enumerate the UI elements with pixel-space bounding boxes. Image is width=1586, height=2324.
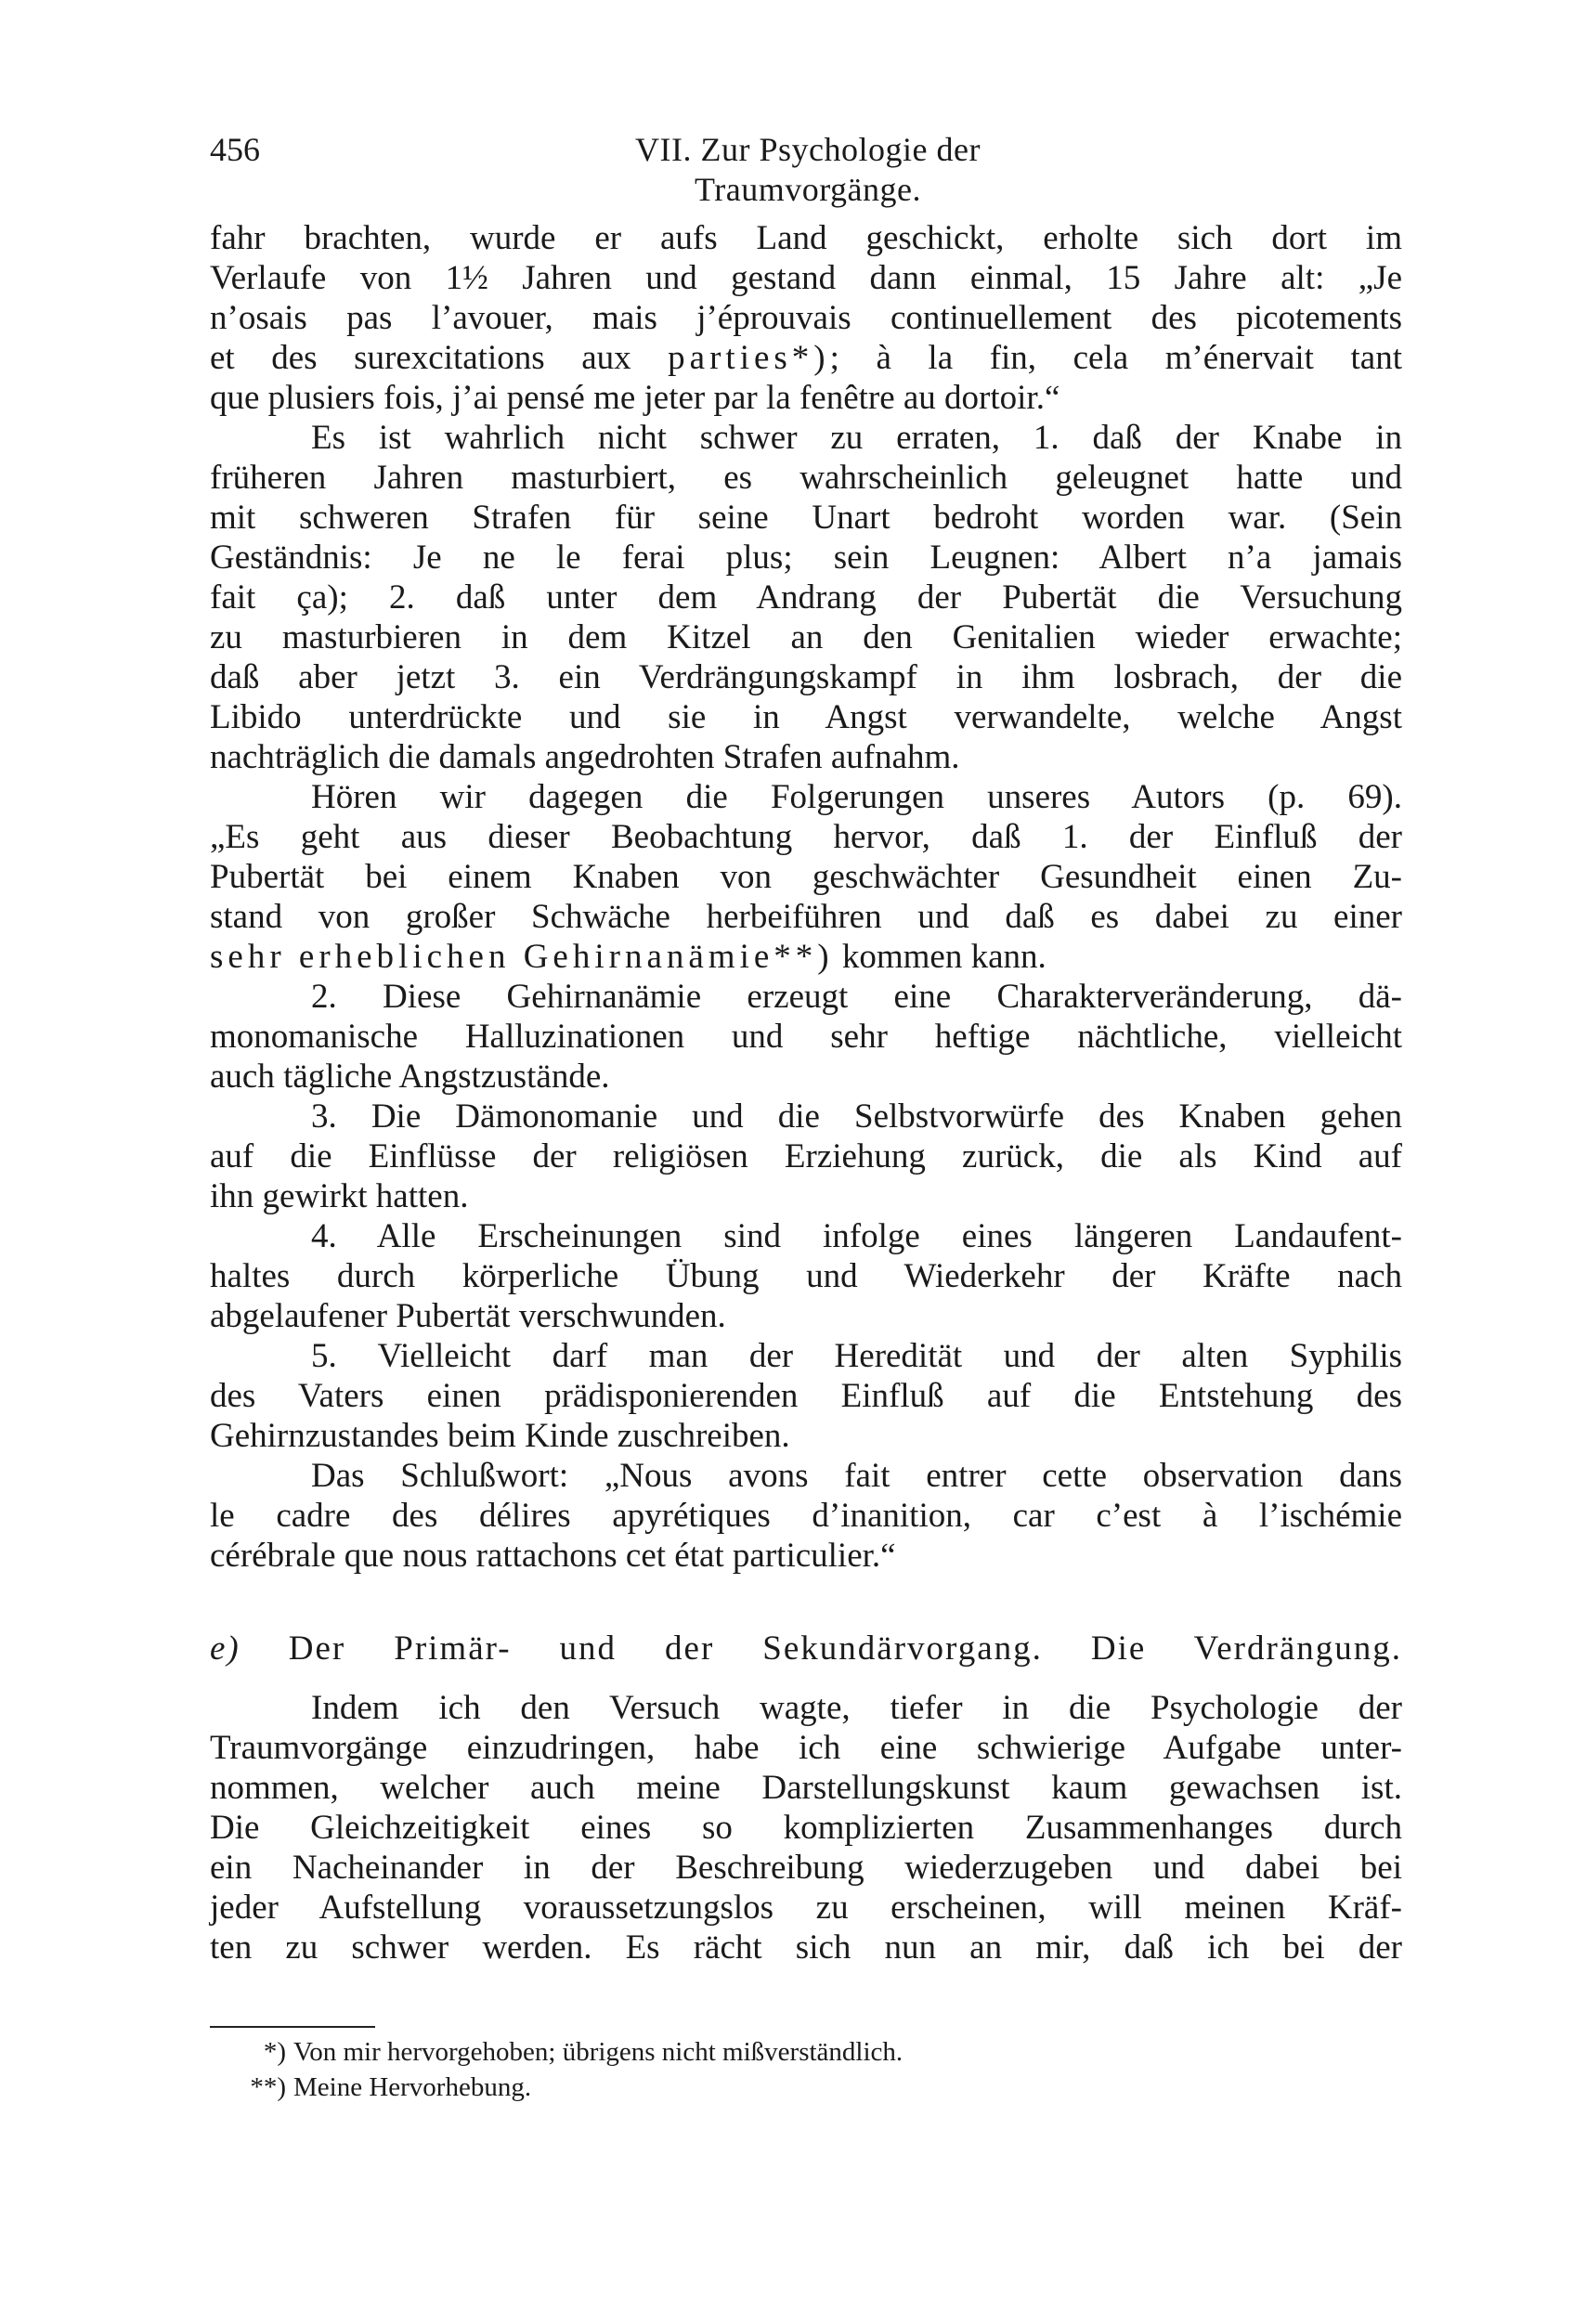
- page-number: 456: [210, 131, 260, 168]
- text-line: [210, 617, 1402, 657]
- text-line: [311, 1216, 1402, 1256]
- text-line: [210, 897, 1402, 937]
- text-line: [311, 977, 1402, 1017]
- text-line: [210, 1136, 1402, 1176]
- text-segment: auch tägliche Angstzustände.: [210, 1058, 610, 1096]
- text-segment: Verlaufe von 1½ Jahren und gestand dann einmal, 15 Jahre alt: „Je: [210, 259, 1402, 297]
- text-line: [210, 1296, 1402, 1336]
- text-line: [210, 817, 1402, 857]
- text-segment: ihn gewirkt hatten.: [210, 1177, 469, 1215]
- text-line: [210, 1416, 1402, 1456]
- text-segment: abgelaufener Pubertät verschwunden.: [210, 1297, 726, 1335]
- text-line: [311, 777, 1402, 817]
- text-segment: des Vaters einen prädisponierenden Einfluß auf die Entstehung des: [210, 1377, 1402, 1415]
- text-line: [210, 1808, 1402, 1848]
- text-segment: zu masturbieren in dem Kitzel an den Genitalien wieder erwachte;: [210, 618, 1402, 656]
- text-segment: Geständnis: Je ne le ferai plus; sein Leugnen: Albert n’a jamais: [210, 539, 1402, 577]
- text-line: [210, 657, 1402, 697]
- text-line: [210, 1057, 1402, 1097]
- text-segment: Hören wir dagegen die Folgerungen unseres Autors (p. 69).: [311, 778, 1402, 816]
- text-line: [210, 578, 1402, 617]
- text-segment: Das Schlußwort: „Nous avons fait entrer cette observation dans: [311, 1457, 1402, 1495]
- emphasized-text: sehr erheblichen Gehirnanämie**): [210, 938, 834, 976]
- text-line: [311, 418, 1402, 458]
- text-line: [210, 1888, 1402, 1928]
- footnote-rule: [210, 2026, 375, 2028]
- footnote-marker: *): [263, 2037, 286, 2067]
- text-line: [210, 218, 1402, 258]
- text-line: [311, 1688, 1402, 1728]
- text-segment: ; à la fin, cela m’énervait tant: [829, 339, 1402, 377]
- text-line: [210, 1176, 1402, 1216]
- text-segment: 5. Vielleicht darf man der Heredität und der alten Syphilis: [311, 1337, 1402, 1375]
- text-line: [210, 1017, 1402, 1057]
- text-segment: ein Nacheinander in der Beschreibung wiederzugeben und dabei bei: [210, 1849, 1402, 1887]
- text-segment: fahr brachten, wurde er aufs Land geschickt, erholte sich dort im: [210, 219, 1402, 257]
- text-line: [210, 1256, 1402, 1296]
- text-segment: 3. Die Dämonomanie und die Selbstvorwürfe des Knaben gehen: [311, 1097, 1402, 1136]
- text-segment: nommen, welcher auch meine Darstellungskunst kaum gewachsen ist.: [210, 1769, 1402, 1807]
- text-segment: „Es geht aus dieser Beobachtung hervor, daß 1. der Einfluß der: [210, 818, 1402, 856]
- emphasized-text: parties*): [668, 339, 830, 377]
- text-segment: fait ça); 2. daß unter dem Andrang der Pubertät die Versuchung: [210, 578, 1402, 617]
- text-line: [210, 1768, 1402, 1808]
- footnote-2: [230, 2070, 531, 2105]
- text-line: [210, 378, 1402, 418]
- text-line: [311, 1336, 1402, 1376]
- text-line: [210, 697, 1402, 737]
- text-segment: Die Gleichzeitigkeit eines so komplizierten Zusammenhanges durch: [210, 1809, 1402, 1847]
- text-line: [210, 258, 1402, 298]
- text-line: [210, 1928, 1402, 1967]
- text-segment: n’osais pas l’avouer, mais j’éprouvais continuellement des picotements: [210, 299, 1402, 337]
- text-segment: ten zu schwer werden. Es rächt sich nun an mir, daß ich bei der: [210, 1928, 1402, 1967]
- text-segment: Libido unterdrückte und sie in Angst verwandelte, welche Angst: [210, 698, 1402, 736]
- section-heading: [210, 1629, 1402, 1668]
- running-title: VII. Zur Psychologie der Traumvorgänge.: [635, 131, 981, 208]
- text-segment: daß aber jetzt 3. ein Verdrängungskampf in ihm losbrach, der die: [210, 658, 1402, 696]
- text-segment: Es ist wahrlich nicht schwer zu erraten, 1. daß der Knabe in: [311, 419, 1402, 457]
- text-line: [210, 458, 1402, 498]
- section-title: Der Primär- und der Sekundärvorgang. Die Verdrängung.: [288, 1629, 1403, 1668]
- text-segment: cérébrale que nous rattachons cet état particulier.“: [210, 1537, 896, 1575]
- footnote-text: Von mir hervorgehoben; übrigens nicht mißverständlich.: [293, 2037, 904, 2067]
- text-line: [210, 857, 1402, 897]
- text-segment: 4. Alle Erscheinungen sind infolge eines längeren Landaufent-: [311, 1217, 1402, 1255]
- text-line: [210, 1496, 1402, 1536]
- footnote-1: [230, 2034, 903, 2070]
- text-segment: kommen kann.: [833, 938, 1046, 976]
- text-line: [311, 1456, 1402, 1496]
- text-segment: Traumvorgänge einzudringen, habe ich eine schwierige Aufgabe unter-: [210, 1729, 1402, 1767]
- text-line: [210, 1536, 1402, 1576]
- text-line: [210, 1848, 1402, 1888]
- text-segment: que plusiers fois, j’ai pensé me jeter par la fenêtre au dortoir.“: [210, 379, 1060, 417]
- text-segment: jeder Aufstellung voraussetzungslos zu erscheinen, will meinen Kräf-: [210, 1889, 1402, 1927]
- text-segment: 2. Diese Gehirnanämie erzeugt eine Charakterveränderung, dä-: [311, 978, 1402, 1016]
- text-segment: stand von großer Schwäche herbeiführen und daß es dabei zu einer: [210, 898, 1402, 936]
- text-line: [210, 538, 1402, 578]
- text-segment: Indem ich den Versuch wagte, tiefer in die Psychologie der: [311, 1689, 1402, 1727]
- text-line: [210, 338, 1402, 378]
- text-line: [210, 1728, 1402, 1768]
- text-segment: mit schweren Strafen für seine Unart bedroht worden war. (Sein: [210, 499, 1402, 537]
- text-segment: haltes durch körperliche Übung und Wiederkehr der Kräfte nach: [210, 1257, 1402, 1295]
- text-segment: früheren Jahren masturbiert, es wahrscheinlich geleugnet hatte und: [210, 459, 1402, 497]
- text-line: [210, 498, 1402, 538]
- text-segment: monomanische Halluzinationen und sehr heftige nächtliche, vielleicht: [210, 1018, 1402, 1056]
- text-segment: nachträglich die damals angedrohten Strafen aufnahm.: [210, 738, 960, 776]
- footnote-marker: **): [250, 2072, 286, 2102]
- text-segment: auf die Einflüsse der religiösen Erziehung zurück, die als Kind auf: [210, 1137, 1402, 1175]
- text-segment: et des surexcitations aux: [210, 339, 669, 377]
- text-line: [311, 1097, 1402, 1136]
- text-segment: Pubertät bei einem Knaben von geschwächter Gesundheit einen Zu-: [210, 858, 1402, 896]
- text-line: [210, 1376, 1402, 1416]
- footnote-text: Meine Hervorhebung.: [293, 2072, 532, 2102]
- text-segment: Gehirnzustandes beim Kinde zuschreiben.: [210, 1417, 790, 1455]
- text-line: [210, 298, 1402, 338]
- text-line: [210, 737, 1402, 777]
- text-line: [210, 937, 1402, 977]
- text-segment: le cadre des délires apyrétiques d’inanition, car c’est à l’ischémie: [210, 1497, 1402, 1535]
- section-letter: e): [210, 1629, 240, 1668]
